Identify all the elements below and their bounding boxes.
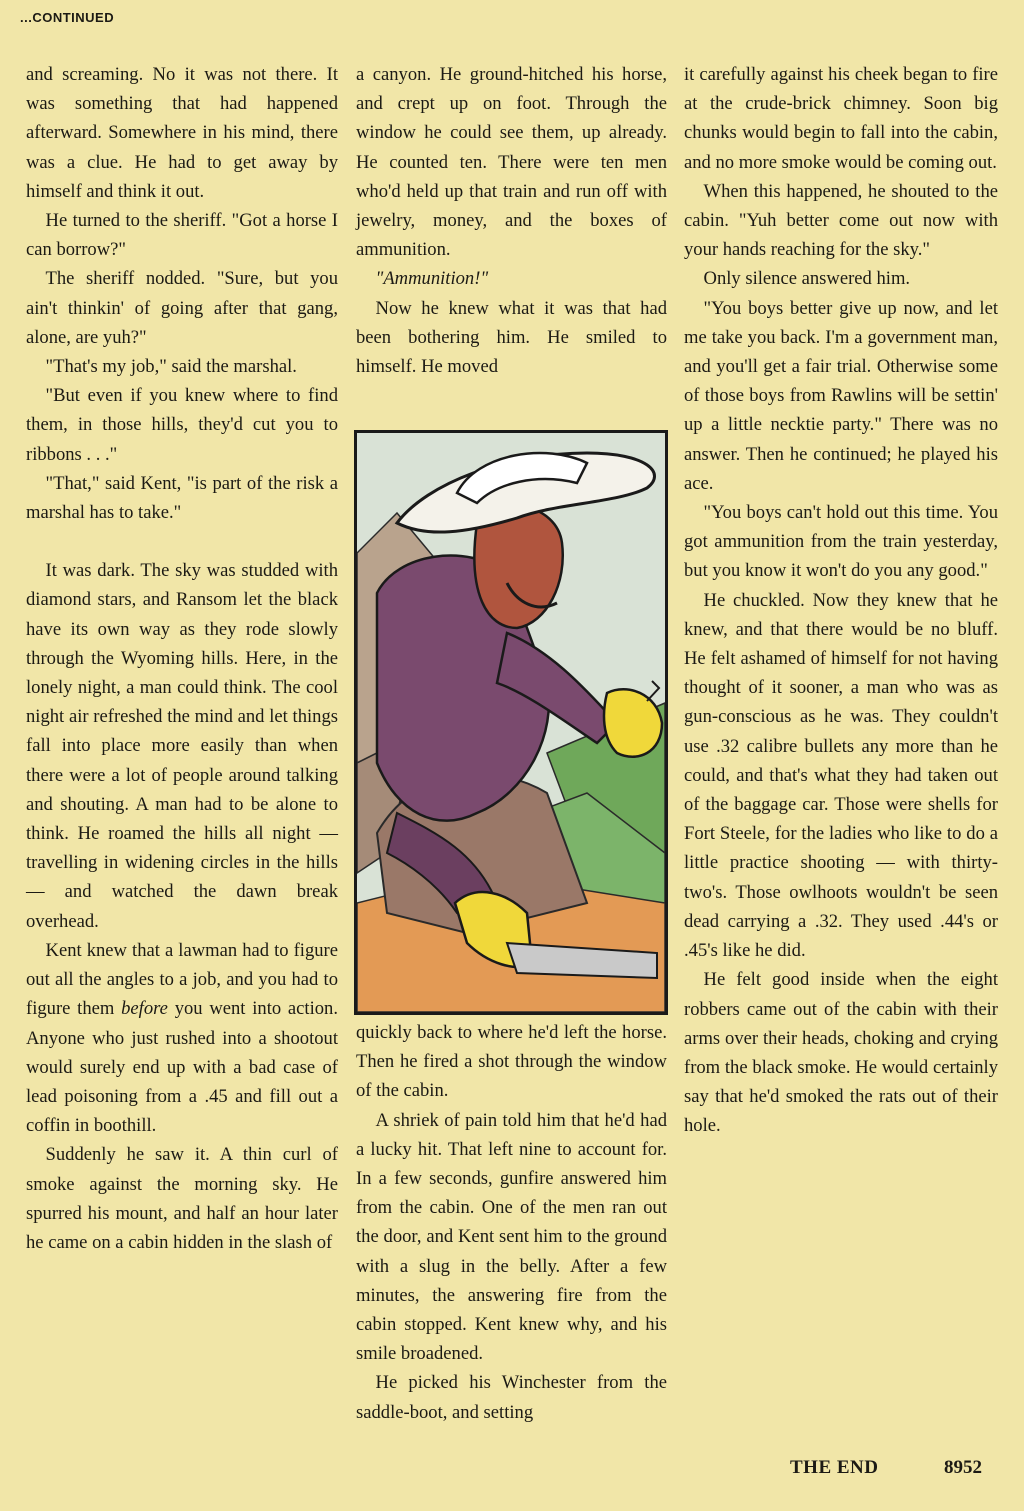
paragraph: quickly back to where he'd left the horse. Then he fired a shot through the window of the cabin. xyxy=(356,1022,667,1102)
paragraph: When this happened, he shouted to the cabin. "Yuh better come out now with your hands reaching for the sky." xyxy=(684,180,998,261)
paragraph xyxy=(356,264,667,293)
text-column-2-top xyxy=(356,60,667,381)
paragraph: and screaming. No it was not there. It was something that had happened afterward. Somewhere in his mind, there was a clue. He had to get away by himself and think it out. xyxy=(26,64,338,202)
paragraph: "That," said Kent, "is part of the risk a marshal has to take." xyxy=(26,472,338,524)
text-column-2-bottom xyxy=(356,1018,667,1427)
paragraph: He felt good inside when the eight robbers came out of the cabin with their arms over their heads, choking and crying from the black smoke. He would certainly say that he'd smoked the rats out of their hole. xyxy=(684,969,998,1137)
paragraph: "You boys can't hold out this time. You got ammunition from the train yesterday, but you know it won't do you any good." xyxy=(684,502,998,582)
page-number: 8952 xyxy=(944,1457,982,1478)
paragraph: It was dark. The sky was studded with diamond stars, and Ransom let the black have its own way as they rode slowly through the Wyoming hills. Here, in the lonely night, a man could think. The cool night air refreshed the mind and let things fall into place more easily than when there were a lot of people around talking and shouting. A man had to be alone to think. He roamed the hills all night — travelling in widening circles in the hills — and watched the dawn break overhead. xyxy=(26,560,338,932)
paragraph: "You boys better give up now, and let me take you back. I'm a government man, and you'll get a fair trial. Otherwise some of those boys from Rawlins will be settin' up a little necktie party." There was no answer. Then he continued; he played his ace. xyxy=(684,297,998,494)
paragraph: He turned to the sheriff. "Got a horse I can borrow?" xyxy=(26,210,338,261)
paragraph: A shriek of pain told him that he'd had a lucky hit. That left nine to account for. In a few seconds, gunfire answered him from the cabin. One of the men ran out the door, and Kent sent him to the ground with a slug in the belly. After a few minutes, the answering fire from the cabin stopped. Kent knew why, and his smile broadened. xyxy=(356,1109,667,1365)
paragraph: a canyon. He ground-hitched his horse, and crept up on foot. Through the window he could see them, up already. He counted ten. There were ten men who'd held up that train and run off with jewelry, money, and the boxes of ammunition. xyxy=(356,64,667,261)
paragraph: "That's my job," said the marshal. xyxy=(45,356,297,378)
paragraph: "But even if you knew where to find them, in those hills, they'd cut you to ribbons . . ." xyxy=(26,385,338,465)
paragraph: it carefully against his cheek began to fire at the crude-brick chimney. Soon big chunks would begin to fall into the cabin, and no more smoke would be coming out. xyxy=(684,64,998,173)
paragraph: Suddenly he saw it. A thin curl of smoke against the morning sky. He spurred his mount, and half an hour later he came on a cabin hidden in the slash of xyxy=(26,1144,338,1253)
paragraph: Only silence answered him. xyxy=(703,268,911,290)
paragraph: Now he knew what it was that had been bothering him. He smiled to himself. He moved xyxy=(356,297,667,378)
emphasis: "Ammunition!" xyxy=(375,268,489,290)
text-column-3 xyxy=(684,60,998,1141)
paragraph: He chuckled. Now they knew that he knew, and that there would be no bluff. He felt ashamed of himself for not having thought of it sooner, a man who was as gun-conscious as he was. They couldn't use .32 calibre bullets any more than he could, and that's what they had taken out of the baggage car. Those were shells for Fort Steele, for the ladies who like to do a little practice shooting — with thirty-two's. Those owlhoots wouldn't be seen dead carrying a .32. They used .44's or .45's like he did. xyxy=(684,589,998,962)
cowboy-illustration xyxy=(357,433,665,1012)
emphasis: before xyxy=(121,998,168,1020)
text-run: you went into action. Anyone who just rushed into a shootout would surely end up with a bad case of lead poisoning from a .45 and fill out a coffin in boothill. xyxy=(26,998,338,1137)
illustration-panel xyxy=(354,430,668,1015)
paragraph xyxy=(26,936,338,1140)
text-run: Kent knew that a lawman had to figure out all the angles to a job, and you had to figure them xyxy=(26,939,338,1020)
paragraph: The sheriff nodded. "Sure, but you ain't thinkin' of going after that gang, alone, are yuh?" xyxy=(26,268,338,348)
continued-header: ...CONTINUED xyxy=(20,10,115,25)
the-end-label: THE END xyxy=(790,1457,879,1478)
text-column-1 xyxy=(26,60,338,1257)
paragraph: He picked his Winchester from the saddle-boot, and setting xyxy=(356,1372,667,1423)
